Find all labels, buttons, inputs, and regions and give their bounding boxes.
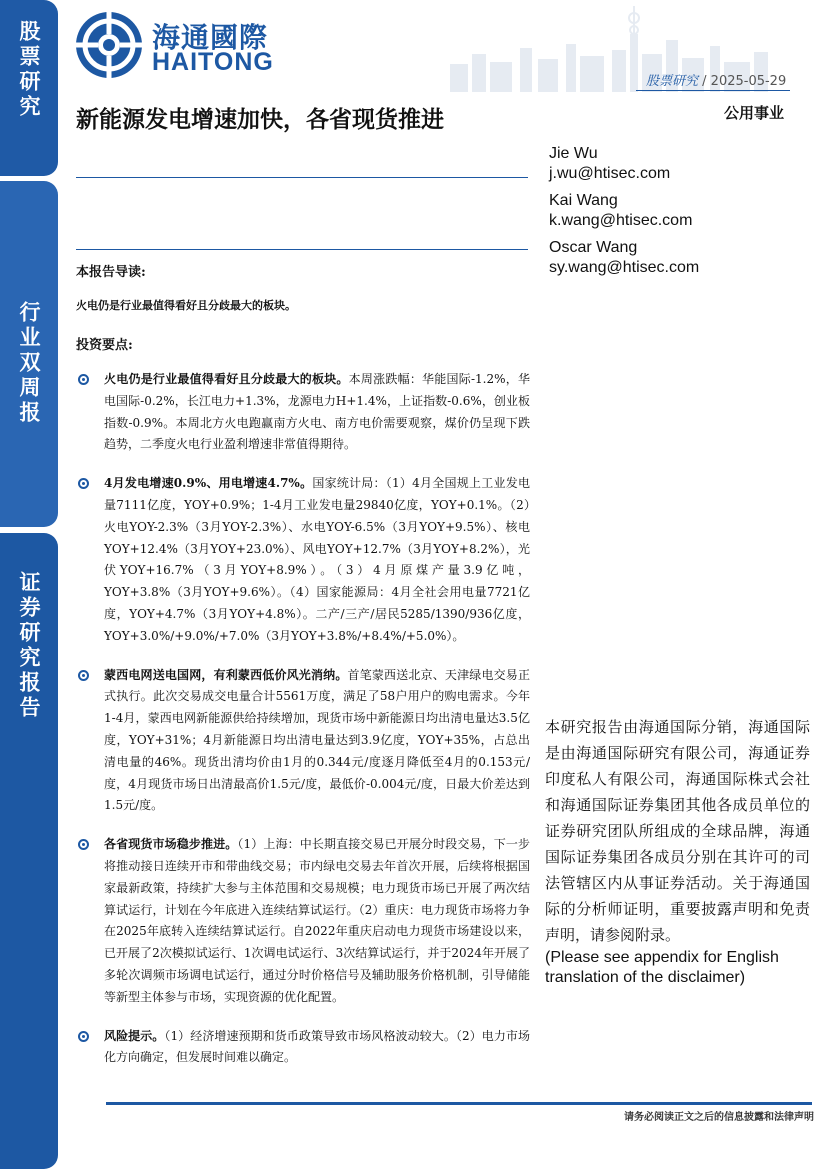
disclaimer: [545, 714, 810, 988]
point-heading: 风险提示。: [104, 1028, 165, 1043]
analyst-name: Oscar Wang: [549, 239, 638, 256]
investment-points: [76, 369, 530, 1069]
meta-separator: /: [698, 74, 711, 89]
point-text: 本周涨跌幅：华能国际-1.2%，华电国际-0.2%，长江电力+1.3%，龙源电力H+1.4%，上证指数-0.6%，创业板指数-0.9%。本周北方火电跑赢南方火电、南方电价需要观察，煤价仍呈现下跌趋势，二季度火电行业盈利增速非常值得期待。: [104, 372, 530, 452]
point-text: 首笔蒙西送北京、天津绿电交易正式执行。此次交易成交电量合计5561万度，满足了58户用户的购电需求。今年1-4月，蒙西电网新能源供给持续增加，现货市场中新能源日均出清电量达3.5亿度，YOY+31%；4月新能源日均出清电量达到3.9亿度，YOY+35%，占总出清电量的46%。现货出清均价由1月的0.344元/度逐月降低至4月的0.153元/度，4月现货市场日出清最高价1.5元/度，最低价-0.004元/度，日最大价差达到1.5元/度。: [104, 667, 530, 813]
analyst-entry: [549, 238, 699, 278]
bullet-icon: [78, 1031, 89, 1042]
point-heading: 火电仍是行业最值得看好且分歧最大的板块。: [104, 372, 349, 386]
disclaimer-cn: 本研究报告由海通国际分销，海通国际是由海通国际研究有限公司，海通证券印度私人有限公司，海通国际株式会社和海通国际证券集团其他各成员单位的证券研究团队所组成的全球品牌，海通国际证券集团各成员分别在其许可的司法管辖区内从事证券活动。关于海通国际的分析师证明，重要披露声明和免责声明，请参阅附录。: [545, 718, 810, 944]
side-tab-label: 行业双周报: [17, 301, 42, 426]
analyst-name: Kai Wang: [549, 192, 618, 209]
point-heading: 各省现货市场稳步推进。: [104, 837, 238, 852]
investment-point: [76, 369, 530, 456]
investment-heading: 投资要点:: [76, 338, 133, 353]
report-date: 2025-05-29: [710, 74, 787, 89]
side-tab-stock-research: [0, 0, 58, 176]
investment-point: [76, 1026, 530, 1070]
investment-point: [76, 834, 530, 1008]
guide-heading: 本报告导读:: [76, 265, 146, 280]
footer-note: 请务必阅读正文之后的信息披露和法律声明: [624, 1112, 814, 1123]
analyst-name: Jie Wu: [549, 145, 598, 162]
point-text: 国家统计局：（1）4月全国规上工业发电量7111亿度，YOY+0.9%；1-4月工业发电量29840亿度，YOY+0.1%。（2）火电YOY-2.3%（3月YOY-2.3%）、水电YOY-6.5%（3月YOY+9.5%）、核电YOY+12.4%（3月YOY+23.0%）、风电YOY+12.7%（3月YOY+8.2%），光伏YOY+16.7%（3月YOY+8.9%）。（3）4月原煤产量3.9亿吨，YOY+3.8%（3月YOY+9.6%）。（4）国家能源局：4月全社会用电量7721亿度，YOY+4.7%（3月YOY+4.8%）。二产/三产/居民5285/1390/936亿度，YOY+3.0%/+9.0%/+7.0%（3月YOY+3.8%/+8.4%/+5.0%）。: [104, 476, 530, 643]
guide-text: 火电仍是行业最值得看好且分歧最大的板块。: [76, 299, 296, 312]
analyst-email[interactable]: j.wu@htisec.com: [549, 165, 671, 182]
report-title: 新能源发电增速加快，各省现货推进: [76, 106, 444, 133]
side-tab-label: 证券研究报告: [17, 571, 42, 721]
analyst-entry: [549, 191, 699, 231]
haitong-logo-icon: [74, 10, 144, 80]
point-heading: 蒙西电网送电国网，有利蒙西低价风光消纳。: [104, 667, 348, 682]
footer-rule: [106, 1102, 812, 1105]
bullet-icon: [78, 839, 89, 850]
divider: [76, 249, 528, 250]
divider: [76, 177, 528, 178]
point-text: （1）经济增速预期和货币政策导致市场风格波动较大。（2）电力市场化方向确定，但发展时间难以确定。: [104, 1028, 530, 1065]
report-meta: [646, 70, 786, 89]
report-category: 股票研究: [646, 74, 699, 89]
bullet-icon: [78, 670, 89, 681]
side-tab-biweekly: [0, 181, 58, 527]
side-tab-securities-report: [0, 533, 58, 1169]
point-text: （1）上海：中长期直接交易已开展分时段交易，下一步将推动接日连续开市和带曲线交易；市内绿电交易去年首次开展，后续将根据国家最新政策，持续扩大参与主体范围和交易规模；电力现货市场已开展了两次结算试运行，计划在今年底进入连续结算试运行。（2）重庆：电力现货市场将力争在2025年底转入连续结算试运行。自2022年重庆启动电力现货市场建设以来，已开展了2次模拟试运行、1次调电试运行、3次结算试运行，并于2024年开展了多轮次调频市场调电试运行，通过分时价格信号及辅助服务价格机制，引导储能等新型主体参与市场，实现资源的优化配置。: [104, 837, 530, 1004]
point-heading: 4月发电增速0.9%、用电增速4.7%。: [104, 476, 313, 491]
bullet-icon: [78, 478, 89, 489]
analyst-email[interactable]: k.wang@htisec.com: [549, 212, 693, 229]
disclaimer-en: (Please see appendix for English translation of the disclaimer): [545, 949, 779, 986]
investment-point: [76, 665, 530, 818]
investment-point: [76, 473, 530, 647]
analyst-email[interactable]: sy.wang@htisec.com: [549, 259, 700, 276]
header-rule: [636, 90, 790, 91]
analyst-entry: [549, 144, 699, 184]
logo-text-cn: 海通國際: [152, 21, 269, 54]
analyst-list: [549, 144, 699, 285]
bullet-icon: [78, 374, 89, 385]
logo-text-en: HAITONG: [152, 48, 274, 76]
sector-label: 公用事业: [723, 104, 784, 122]
side-tab-label: 股票研究: [17, 20, 42, 120]
